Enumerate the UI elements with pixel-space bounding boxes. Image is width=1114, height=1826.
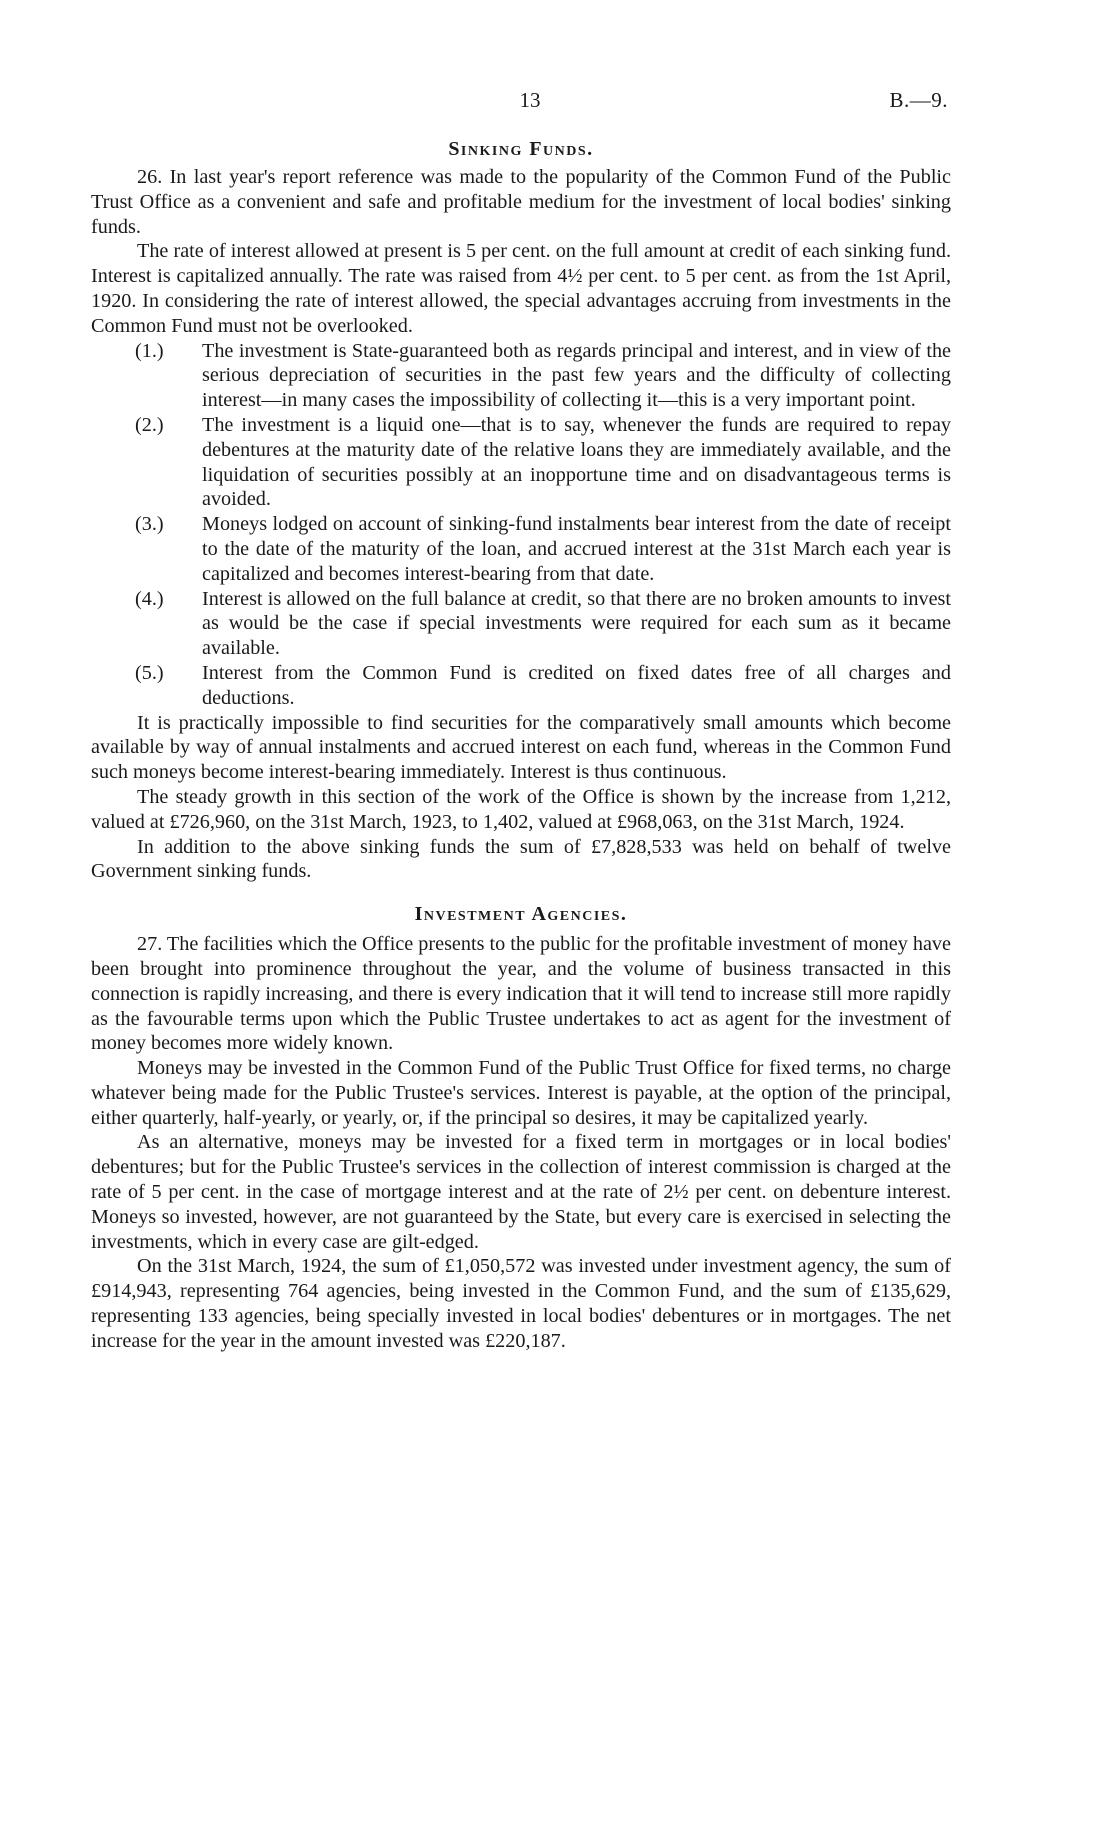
list-item-text: Moneys lodged on account of sinking-fund instalments bear interest from the date of receipt to the date of the maturity of the loan, and accrued interest at the 31st March each year is capitalized and becomes interest-bearing from that date. bbox=[202, 513, 951, 585]
section-heading-sinking-funds: Sinking Funds. bbox=[448, 138, 594, 160]
list-item bbox=[91, 413, 951, 512]
list-item-number: (2.) bbox=[135, 413, 164, 436]
list-item bbox=[91, 661, 951, 711]
list-item bbox=[91, 587, 951, 661]
list-item-text: The investment is State-guaranteed both as regards principal and interest, and in view of the serious depreciation of securities in the past few years and the difficulty of collecting interest—in many cases the impossibility of collecting it—this is a very important point. bbox=[202, 339, 951, 412]
list-item bbox=[91, 512, 951, 586]
paragraph-interest-rate: The rate of interest allowed at present is 5 per cent. on the full amount at credit of each sinking fund. Interest is capitalized annually. The rate was raised from 4½ per cent. to 5 per cent. as from the 1st April, 1920. In considering the rate of interest allowed, the special advantages accruing from investments in the Common Fund must not be overlooked. bbox=[91, 240, 951, 337]
paragraph-common-fund: Moneys may be invested in the Common Fund of the Public Trust Office for fixed terms, no charge whatever being made for the Public Trustee's services. Interest is payable, at the option of the principal, either quarterly, half-yearly, or yearly, or, if the principal so desires, it may be capitalized yearly. bbox=[91, 1057, 951, 1129]
paragraph-government-funds: In addition to the above sinking funds the sum of £7,828,533 was held on behalf of twelve Government sinking funds. bbox=[91, 835, 951, 883]
paragraph-intro: 26. In last year's report reference was made to the popularity of the Common Fund of the Public Trust Office as a convenient and safe and profitable medium for the investment of local bodies' sinking funds. bbox=[91, 166, 951, 238]
list-item-number: (4.) bbox=[135, 587, 164, 610]
paragraph-growth: The steady growth in this section of the work of the Office is shown by the increase from 1,212, valued at £726,960, on the 31st March, 1923, to 1,402, valued at £968,063, on the 31st March, 1924. bbox=[91, 785, 951, 833]
page-number: 13 bbox=[519, 88, 541, 112]
list-item-number: (3.) bbox=[135, 513, 164, 536]
paragraph-securities: It is practically impossible to find securities for the comparatively small amounts which become available by way of annual instalments and accrued interest on each fund, whereas in the Common Fund such moneys become interest-bearing immediately. Interest is thus continuous. bbox=[91, 711, 951, 784]
list-item-number: (1.) bbox=[135, 339, 164, 362]
list-item bbox=[91, 339, 951, 413]
section-heading-investment-agencies: Investment Agencies. bbox=[414, 903, 628, 926]
report-code: B.—9. bbox=[889, 88, 948, 112]
list-item-text: Interest from the Common Fund is credited on fixed dates free of all charges and deductions. bbox=[202, 661, 951, 709]
page-body bbox=[91, 133, 951, 1354]
paragraph-alternative: As an alternative, moneys may be invested for a fixed term in mortgages or in local bodies' debentures; but for the Public Trustee's services in the collection of interest commission is charged at the rate of 5 per cent. in the case of mortgage interest and at the rate of 2½ per cent. on debenture interest. Moneys so invested, however, are not guaranteed by the State, but every care is exercised in selecting the investments, which in every case are gilt-edged. bbox=[91, 1131, 951, 1253]
list-item-text: Interest is allowed on the full balance at credit, so that there are no broken amounts to invest as would be the case if special investments were required for each sum as it became available. bbox=[202, 587, 951, 660]
paragraph-totals: On the 31st March, 1924, the sum of £1,050,572 was invested under investment agency, the sum of £914,943, representing 764 agencies, being invested in the Common Fund, and the sum of £135,629, representing 133 agencies, being specially invested in local bodies' debentures or in mortgages. The net increase for the year in the amount invested was £220,187. bbox=[91, 1255, 951, 1352]
list-item-text: The investment is a liquid one—that is to say, whenever the funds are required to repay debentures at the maturity date of the relative loans they are immediately available, and the liquidation of securities possibly at an inopportune time and on disadvantageous terms is avoided. bbox=[202, 413, 951, 511]
list-item-number: (5.) bbox=[135, 661, 164, 684]
paragraph-facilities: 27. The facilities which the Office presents to the public for the profitable investment of money have been brought into prominence throughout the year, and the volume of business transacted in this connection is rapidly increasing, and there is every indication that it will tend to increase still more rapidly as the favourable terms upon which the Public Trustee undertakes to act as agent for the investment of money becomes more widely known. bbox=[91, 933, 951, 1055]
